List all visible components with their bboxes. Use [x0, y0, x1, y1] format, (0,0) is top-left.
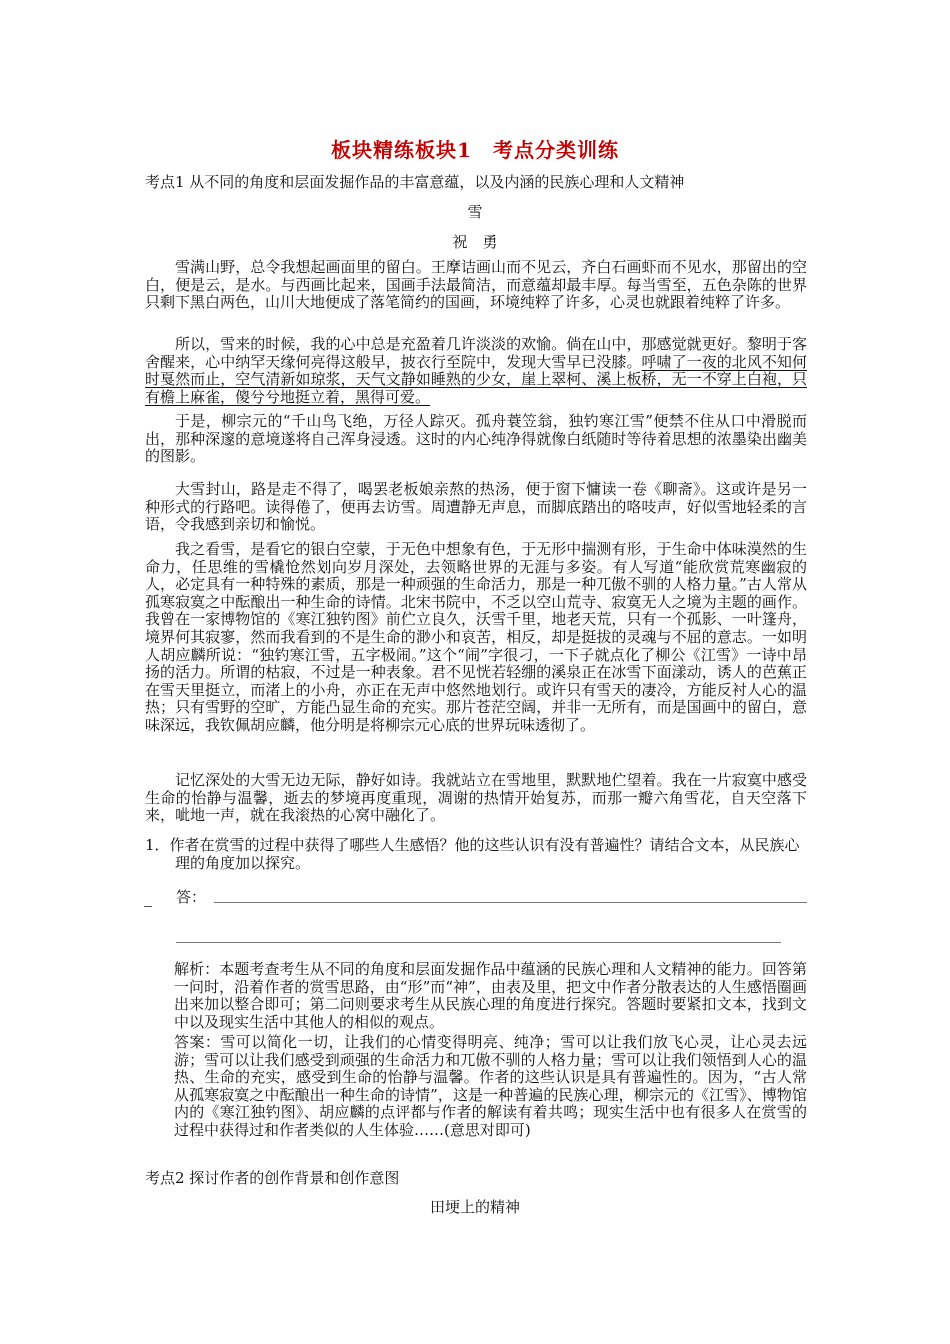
essay-author: 祝 勇	[452, 233, 498, 251]
answer-line-2	[176, 942, 781, 943]
essay-paragraph-1: 雪满山野，总令我想起画面里的留白。王摩诘画山而不见云，齐白石画虾而不见水，那留出的空白，便是云，是水。与西画比起来，国画手法最简洁，而意蕴却最丰厚。每当雪至，五色杂陈的世界只剩下黑白两色，山川大地便成了落笔简约的国画，环境纯粹了许多，心灵也就跟着纯粹了许多。	[145, 258, 807, 312]
topic-1-heading: 考点1 从不同的角度和层面发掘作品的丰富意蕴，以及内涵的民族心理和人文精神	[145, 173, 685, 191]
continuation-dash	[144, 906, 152, 907]
topic-2-heading: 考点2 探讨作者的创作背景和创作意图	[145, 1169, 400, 1187]
essay-paragraph-4: 大雪封山，路是走不得了，喝罢老板娘亲熬的热汤，便于窗下慵读一卷《聊斋》。这或许是另一种形式的行路吧。读得倦了，便再去访雪。周遭静无声息，而脚底踏出的咯吱声，好似雪地轻柔的言语，令我感到亲切和愉悦。	[145, 480, 807, 534]
underlined-passage: 呼啸了一夜的北风不知何时戛然而止，空气清新如琼浆，天气文静如睡熟的少女，崖上翠柯、溪上板桥，无一不穿上白袍，只有檐上麻雀，傻兮兮地挺立着，黑得可爱。	[145, 352, 807, 406]
answer-label: 答：	[176, 888, 207, 906]
question-1: 1．作者在赏雪的过程中获得了哪些人生感悟？他的这些认识有没有普遍性？请结合文本，从民族心理的角度加以探究。	[145, 836, 800, 872]
essay-paragraph-5: 我之看雪，是看它的银白空蒙，于无色中想象有色，于无形中揣测有形，于生命中体味漠然的生命力，任思维的雪橇怆然划向岁月深处，去领略世界的无涯与多姿。有人写道“能欣赏荒寒幽寂的人，必定具有一种特殊的素质，那是一种顽强的生命活力，那是一种兀傲不驯的人格力量。”古人常从孤寒寂寞之中酝酿出一种生命的诗情。北宋书院中，不乏以空山荒寺、寂寞无人之境为主题的画作。我曾在一家博物馆的《寒江独钓图》前伫立良久，沃雪千里，地老天荒，只有一个孤影、一叶篷舟，境界何其寂寥，然而我看到的不是生命的渺小和哀苦，相反，却是挺拔的灵魂与不屈的意志。一如明人胡应麟所说：“独钓寒江雪，五字极闹。”这个“闹”字很刁，一下子就点化了柳公《江雪》一诗中昂扬的活力。所谓的枯寂，不过是一种表象。君不见恍若轻绷的溪泉正在冰雪下面漾动，诱人的芭蕉正在雪天里挺立，而渚上的小舟，亦正在无声中悠然地划行。或许只有雪天的凄冷，方能反衬人心的温热；只有雪野的空旷，方能凸显生命的充实。那片苍茫空阔，并非一无所有，而是国画中的留白，意味深远，我钦佩胡应麟，他分明是将柳宗元心底的世界玩味透彻了。	[145, 540, 807, 734]
essay-2-title: 田埂上的精神	[429, 1198, 520, 1216]
answer-line-1	[214, 902, 807, 903]
page-title: 板块精练板块1 考点分类训练	[331, 138, 619, 162]
essay-paragraph-2	[145, 336, 807, 406]
essay-title: 雪	[467, 203, 483, 221]
essay-paragraph-2-text: 所以，雪来的时候，我的心中总是充盈着几许淡淡的欢愉。倘在山中，那感觉就更好。黎明于客舍醒来，心中纳罕天缘何亮得这般早，披衣行至院中，发现大雪早已没膝。	[145, 335, 807, 371]
answer-paragraph: 答案：雪可以简化一切，让我们的心情变得明亮、纯净；雪可以让我们放飞心灵，让心灵去远游；雪可以让我们感受到顽强的生命活力和兀傲不驯的人格力量；雪可以让我们领悟到人心的温热、生命的充实，感受到生命的怡静与温馨。作者的这些认识是具有普遍性的。因为，“古人常从孤寒寂寞之中酝酿出一种生命的诗情”，这是一种普遍的民族心理，柳宗元的《江雪》、博物馆内的《寒江独钓图》、胡应麟的点评都与作者的解读有着共鸣；现实生活中也有很多人在赏雪的过程中获得过和作者类似的人生体验……(意思对即可)	[174, 1033, 807, 1139]
essay-paragraph-3: 于是，柳宗元的“千山鸟飞绝，万径人踪灭。孤舟蓑笠翁，独钓寒江雪”便禁不住从口中滑脱而出，那种深邃的意境遂将自己浑身浸透。这时的内心纯净得就像白纸随时等待着思想的浓墨染出幽美的图影。	[145, 412, 807, 466]
analysis-paragraph: 解析：本题考查考生从不同的角度和层面发掘作品中蕴涵的民族心理和人文精神的能力。回答第一问时，沿着作者的赏雪思路，由“形”而“神”，由表及里，把文中作者分散表达的人生感悟圈画出来加以整合即可；第二问则要求考生从民族心理的角度进行探究。答题时要紧扣文本，找到文中以及现实生活中其他人的相似的观点。	[174, 960, 807, 1031]
essay-paragraph-6: 记忆深处的大雪无边无际，静好如诗。我就站立在雪地里，默默地伫望着。我在一片寂寞中感受生命的怡静与温馨，逝去的梦境再度重现，凋谢的热情开始复苏，而那一瓣六角雪花，自天空落下来，呲地一声，就在我滚热的心窝中融化了。	[145, 771, 807, 825]
